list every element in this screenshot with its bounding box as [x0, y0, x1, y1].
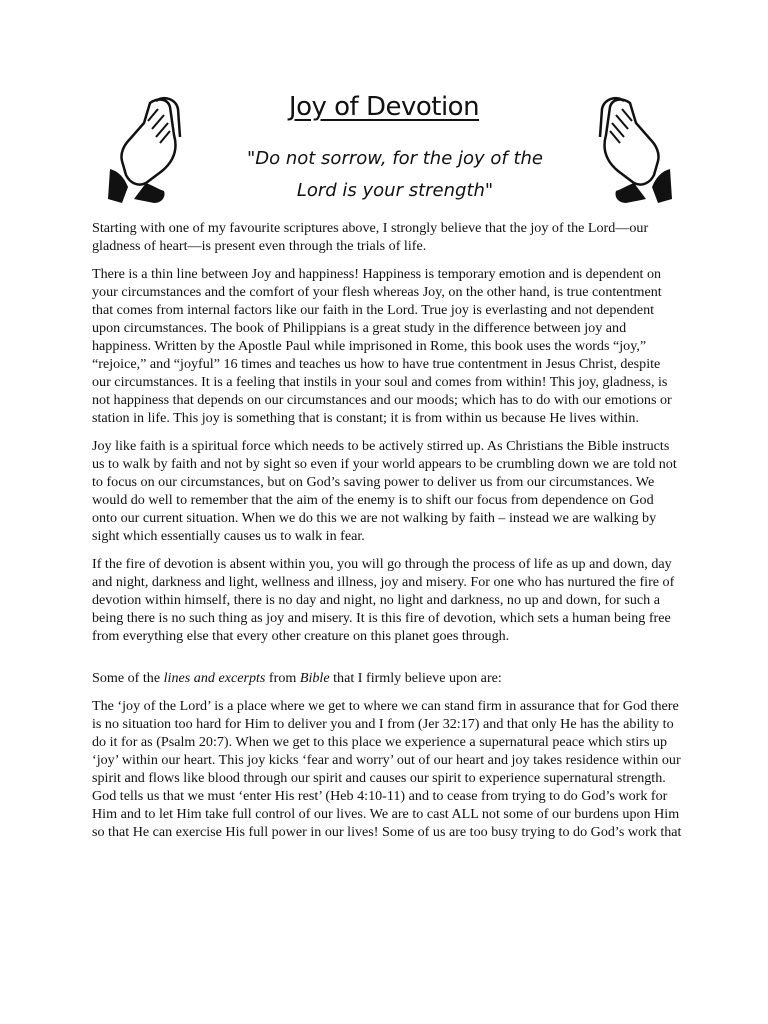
quote-line-1: "Do not sorrow, for the joy of the — [246, 148, 544, 169]
excerpts-text-italic-1: lines and excerpts — [163, 670, 266, 686]
excerpts-text-a: Some of the — [92, 670, 164, 686]
article-body — [92, 219, 682, 851]
paragraph-intro: Starting with one of my favourite scriptures above, I strongly believe that the joy of the Lord—our gladness of heart—is present even through the trials of life. — [92, 220, 649, 254]
excerpts-text-c: from — [265, 670, 300, 686]
excerpts-text-italic-2: Bible — [299, 670, 330, 686]
paragraph-joy-vs-happiness: There is a thin line between Joy and happiness! Happiness is temporary emotion and is dependent on your circumstances and the comfort of your flesh whereas Joy, on the other hand, is true contentment that comes from internal factors like our faith in the Lord. True joy is everlasting and not dependent upon circumstances. The book of Philippians is a great study in the difference between joy and happiness. Written by the Apostle Paul while imprisoned in Rome, this book uses the words “joy,” “rejoice,” and “joyful” 16 times and teaches us how to have true contentment in Jesus Christ, despite our circumstances. It is a feeling that instils in your soul and comes from within! This joy, gladness, is not happiness that depends on our circumstances and our moods; which has to do with our emotions or station in life. This joy is something that is constant; it is from within us because He lives within. — [92, 266, 672, 426]
paragraph-joy-of-the-lord: The ‘joy of the Lord’ is a place where we get to where we can stand firm in assurance that for God there is no situation too hard for Him to deliver you and I from (Jer 32:17) and that only He has the ability to do it for as (Psalm 20:7). When we get to this place we experience a supernatural peace which stirs up ‘joy’ within our heart. This joy kicks ‘fear and worry’ out of our heart and joy takes residence within our spirit and flows like blood through our spirit and causes our spirit to experience supernatural strength. God tells us that we must ‘enter His rest’ (Heb 4:10-11) and to cease from trying to do God’s work for Him and to let Him take full control of our lives. We are to cast ALL not some of our burdens upon Him so that He can exercise His full power in our lives! Some of us are too busy trying to do God’s work that — [92, 698, 682, 840]
scripture-quote — [195, 143, 595, 207]
quote-line-2: Lord is your strength" — [296, 180, 494, 201]
paragraph-excerpts-intro — [92, 669, 682, 687]
page-title: Joy of Devotion — [288, 92, 480, 122]
excerpts-text-e: that I firmly believe upon are: — [329, 670, 502, 686]
paragraph-joy-like-faith: Joy like faith is a spiritual force which needs to be actively stirred up. As Christians the Bible instructs us to walk by faith and not by sight so even if your world appears to be crumbling down we are told not to focus on our circumstances, but on God’s saving power to deliver us from our circumstances. We would do well to remember that the aim of the enemy is to shift our focus from dependence on God onto our current situation. When we do this we are not walking by faith – instead we are walking by sight which essentially causes us to walk in fear. — [92, 438, 677, 544]
paragraph-fire-of-devotion: If the fire of devotion is absent within you, you will go through the process of life as up and down, day and night, darkness and light, wellness and illness, joy and misery. For one who has nurtured the fire of devotion within himself, there is no day and night, no light and darkness, no up and down, for such a being there is no such thing as joy and misery. It is this fire of devotion, which sets a human being free from everything else that every other creature on this planet goes through. — [92, 556, 675, 644]
